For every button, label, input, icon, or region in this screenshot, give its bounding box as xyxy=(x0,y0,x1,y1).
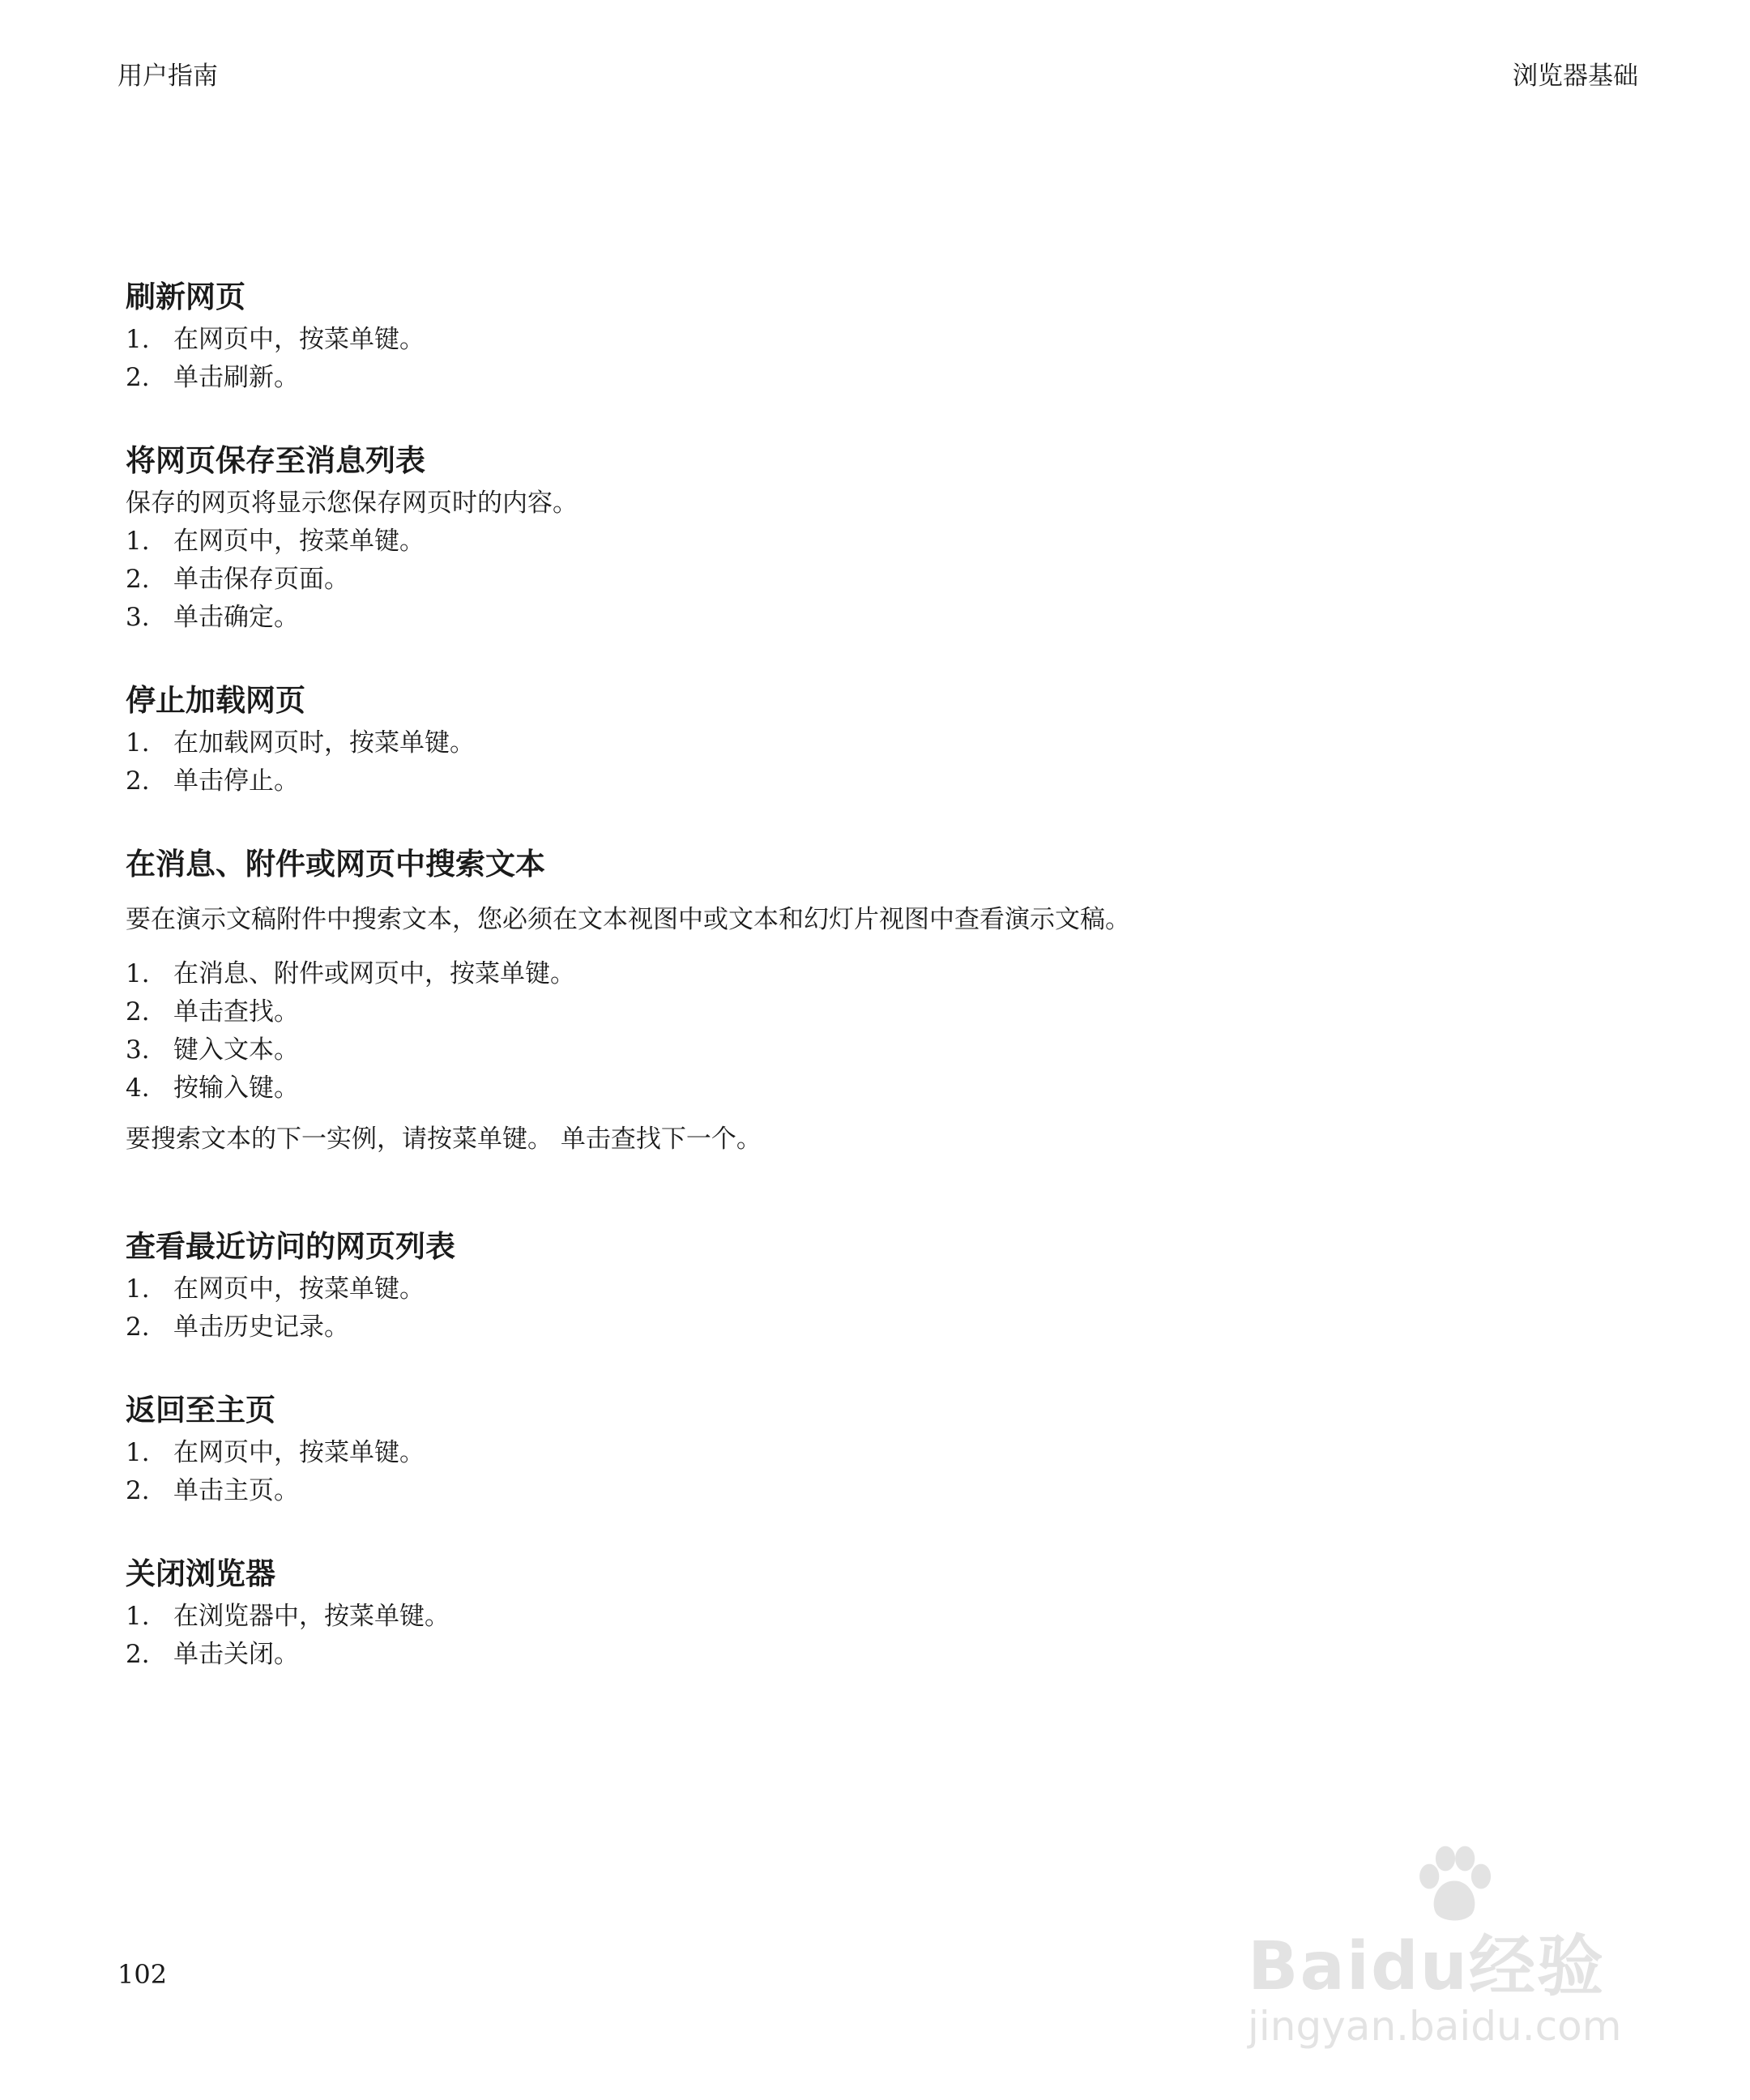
step-item xyxy=(126,1270,1633,1308)
ui-term: 刷新 xyxy=(224,363,274,392)
section-stop-loading xyxy=(126,677,1633,800)
step-list xyxy=(126,1434,1633,1510)
step-number: 1. xyxy=(126,728,150,758)
step-number: 1. xyxy=(126,1438,150,1467)
step-text: 在消息、附件或网页中，按菜单键。 xyxy=(173,959,575,988)
step-number: 2. xyxy=(126,766,150,796)
step-number: 1. xyxy=(126,325,150,354)
step-item xyxy=(126,724,1633,762)
step-item xyxy=(126,1308,1633,1347)
step-text: 单击历史记录。 xyxy=(173,1312,349,1342)
step-text: 单击保存页面。 xyxy=(173,565,349,594)
step-item xyxy=(126,1472,1633,1510)
ui-term: 菜单 xyxy=(374,728,425,758)
section-heading: 在消息、附件或网页中搜索文本 xyxy=(126,847,545,881)
running-header-right: 浏览器基础 xyxy=(1513,62,1638,91)
watermark-brand: Baidu经验 xyxy=(1248,1928,1606,2005)
step-item xyxy=(126,321,1633,359)
section-intro: 要在演示文稿附件中搜索文本，您必须在文本视图中或文本和幻灯片视图中查看演示文稿。 xyxy=(126,905,1130,934)
step-list xyxy=(126,523,1633,637)
step-list xyxy=(126,321,1633,397)
step-number: 2. xyxy=(126,363,150,392)
step-text: 单击确定。 xyxy=(173,603,299,632)
ui-term: 查找下一个 xyxy=(610,1125,736,1154)
step-item xyxy=(126,599,1633,637)
section-close-browser xyxy=(126,1551,1633,1674)
step-text: 在网页中，按菜单键。 xyxy=(173,1274,425,1304)
baidu-watermark xyxy=(1248,1841,1669,2050)
ui-term: 关闭 xyxy=(224,1640,274,1669)
step-number: 1. xyxy=(126,1274,150,1304)
section-intro: 保存的网页将显示您保存网页时的内容。 xyxy=(126,489,578,518)
step-number: 4. xyxy=(126,1073,150,1103)
running-header-left: 用户指南 xyxy=(117,62,218,91)
step-text: 键入文本。 xyxy=(173,1035,299,1065)
ui-term: 查找 xyxy=(224,997,274,1027)
ui-term: 菜单 xyxy=(324,527,374,556)
ui-term: 菜单 xyxy=(452,1125,502,1154)
step-item xyxy=(126,993,1633,1031)
section-refresh xyxy=(126,274,1633,397)
step-number: 2. xyxy=(126,565,150,594)
page-content xyxy=(126,274,1633,1714)
step-list xyxy=(126,955,1633,1108)
step-text: 在网页中，按菜单键。 xyxy=(173,527,425,556)
step-item xyxy=(126,561,1633,599)
ui-term: 保存页面 xyxy=(224,565,324,594)
step-list xyxy=(126,1270,1633,1347)
section-heading: 关闭浏览器 xyxy=(126,1556,275,1591)
step-text: 在浏览器中，按菜单键。 xyxy=(173,1602,450,1631)
step-item xyxy=(126,359,1633,397)
section-heading: 停止加载网页 xyxy=(126,683,305,718)
step-list xyxy=(126,1598,1633,1674)
step-text: 单击刷新。 xyxy=(173,363,299,392)
ui-term: 菜单 xyxy=(475,959,525,988)
step-item xyxy=(126,1598,1633,1636)
step-item xyxy=(126,1636,1633,1674)
ui-term: 菜单 xyxy=(324,1274,374,1304)
step-item xyxy=(126,762,1633,800)
section-save-page xyxy=(126,438,1633,637)
step-list xyxy=(126,724,1633,800)
ui-term: 历史记录 xyxy=(224,1312,324,1342)
step-number: 1. xyxy=(126,959,150,988)
section-heading: 查看最近访问的网页列表 xyxy=(126,1229,455,1264)
step-number: 2. xyxy=(126,1312,150,1342)
section-outro: 要搜索文本的下一实例，请按菜单键。 单击查找下一个。 xyxy=(126,1125,762,1154)
section-heading: 返回至主页 xyxy=(126,1393,275,1428)
section-search-text xyxy=(126,841,1633,1159)
step-text: 在加载网页时，按菜单键。 xyxy=(173,728,475,758)
step-text: 单击关闭。 xyxy=(173,1640,299,1669)
step-item xyxy=(126,1434,1633,1472)
step-number: 2. xyxy=(126,997,150,1027)
ui-term: 菜单 xyxy=(349,1602,399,1631)
step-text: 单击主页。 xyxy=(173,1476,299,1505)
step-number: 2. xyxy=(126,1476,150,1505)
step-text: 单击查找。 xyxy=(173,997,299,1027)
section-heading: 将网页保存至消息列表 xyxy=(126,443,425,478)
step-number: 2. xyxy=(126,1640,150,1669)
watermark-url: jingyan.baidu.com xyxy=(1248,2003,1622,2050)
step-text: 在网页中，按菜单键。 xyxy=(173,1438,425,1467)
step-number: 1. xyxy=(126,1602,150,1631)
ui-term: 停止 xyxy=(224,766,274,796)
step-item xyxy=(126,1069,1633,1108)
section-heading: 刷新网页 xyxy=(126,280,245,314)
step-text: 单击停止。 xyxy=(173,766,299,796)
step-number: 3. xyxy=(126,1035,150,1065)
ui-term: 主页 xyxy=(224,1476,274,1505)
step-item xyxy=(126,523,1633,561)
step-number: 3. xyxy=(126,603,150,632)
step-text: 按输入键。 xyxy=(173,1073,299,1103)
step-item xyxy=(126,955,1633,993)
step-item xyxy=(126,1031,1633,1069)
section-home xyxy=(126,1387,1633,1510)
ui-term: 输入 xyxy=(198,1073,249,1103)
ui-term: 菜单 xyxy=(324,325,374,354)
step-text: 在网页中，按菜单键。 xyxy=(173,325,425,354)
section-history xyxy=(126,1223,1633,1347)
step-number: 1. xyxy=(126,527,150,556)
ui-term: 确定 xyxy=(224,603,274,632)
page-number: 102 xyxy=(117,1959,168,1990)
ui-term: 菜单 xyxy=(324,1438,374,1467)
